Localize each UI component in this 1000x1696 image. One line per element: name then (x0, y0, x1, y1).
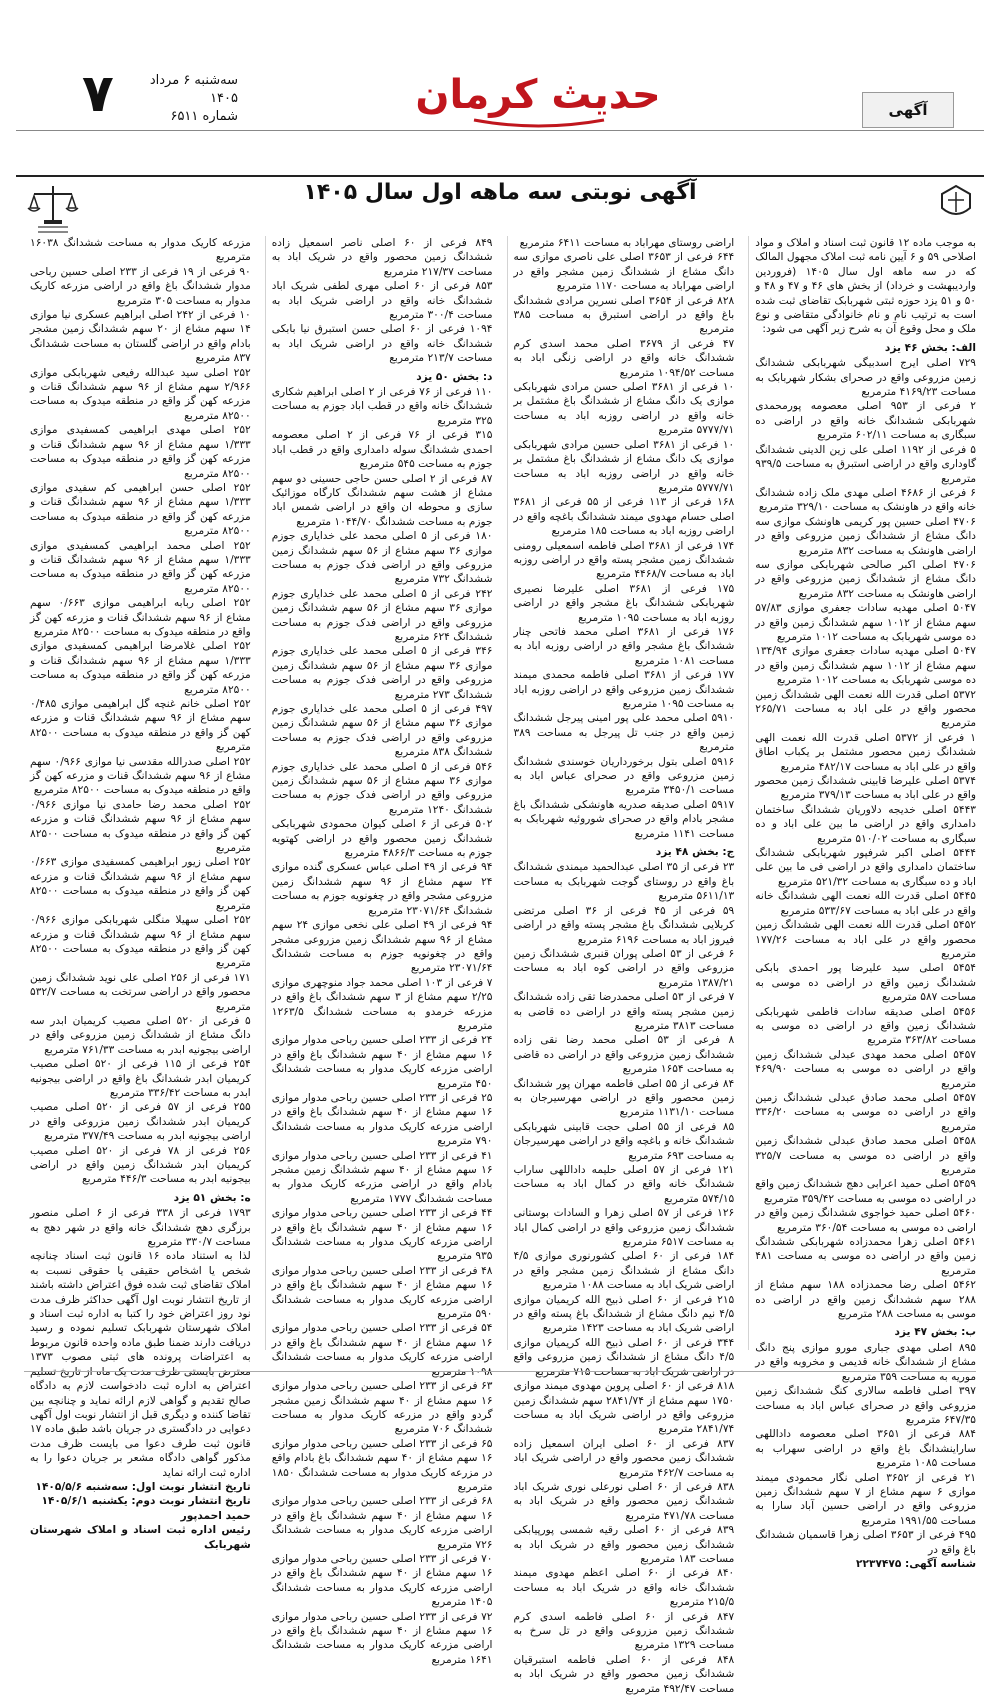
section-heading: ب: بخش ۴۷ یزد (894, 1326, 976, 1339)
list-item: ۲۵۴ فرعی از ۱۱۵ فرعی از ۵۲۰ اصلی مصیب کریمیان ابدر ششدانگ باغ واقع در اراضی بیجونیه ابدر به مساحت ۳۳۶/۴۲ مترمربع (30, 1058, 251, 1099)
list-item: ۱۷۴ فرعی از ۳۶۸۱ اصلی فاطمه اسمعیلی رومنی ششدانگ زمین مشجر پسته واقع در اراضی روزبه اباد به مساحت ۴۴۶۸/۷ مترمربع (513, 539, 735, 581)
list-item: ۱۰۹۴ فرعی از ۶۰ اصلی حسن استبرق نیا بابکی ششدانگ خانه واقع در اراضی شریک اباد به مساحت ۲۱۳/۷ مترمربع (271, 323, 493, 365)
list-item: ۸۴۸ فرعی از ۶۰ اصلی فاطمه استبرقیان ششدانگ زمین محصور واقع در شریک اباد به مساحت ۴۹۲/۴۷ مترمربع (513, 1653, 735, 1695)
list-item: ۵۹۱۷ اصلی صدیقه صدریه هاونشکی ششدانگ باغ مشجر بادام واقع در صحرای شوروئیه شهربابک به مساحت ۱۱۴۱ مترمربع (513, 798, 735, 840)
masthead (16, 0, 984, 177)
signatory-name: حمید احمدپور (180, 1509, 251, 1522)
list-item: ۸۵ فرعی از ۵۵ اصلی حجت قابینی شهربابکی ششدانگ خانه و باغچه واقع در اراضی مهرسیرجان به مساحت ۶۹۳ مترمربع (513, 1120, 735, 1162)
list-item: ۸۳۸ فرعی از ۶۰ اصلی نورعلی نوری شریک اباد ششدانگ زمین محصور واقع در شریک اباد به مساحت ۴۷۱/۷۸ مترمربع (513, 1480, 735, 1522)
list-item: ۴۷۰۶ اصلی اکبر صالحی شهربابکی موازی سه دانگ مشاع از ششدانگ زمین مزروعی واقع در اراضی هاونشک به مساحت ۸۳۲ مترمربع (755, 558, 976, 600)
list-item: ۵۴۴۳ اصلی خدیجه دلاوریان ششدانگ ساختمان دامداری واقع در اراضی ما بین علی اباد و ده سبگاری به مساحت ۵۱۰/۰۲ مترمربع (755, 803, 976, 845)
issue-date: سه‌شنبه ۶ مرداد ۱۴۰۵ (149, 73, 238, 106)
list-item: ۵ فرعی از ۵۲۰ اصلی مصیب کریمیان ابدر سه دانگ مشاع از ششدانگ زمین مزروعی واقع در اراضی بیجونیه ابدر به مساحت ۷۶۱/۳۳ مترمربع (30, 1014, 251, 1056)
issue-number: شماره ۶۵۱۱ (170, 109, 238, 124)
list-item: ۱۰ فرعی از ۳۶۸۱ اصلی حسن مرادی شهربابکی موازی یک دانگ مشاع از ششدانگ باغ مشتمل بر خانه واقع در اراضی روزبه اباد به مساحت ۵۷۷۷/۷۱ مترمربع (513, 381, 735, 437)
list-item: ۵۴۴۴ اصلی اکبر شرفپور شهربابکی ششدانگ ساختمان دامداری واقع در اراضی فی ما بین علی اباد و ده سبگاری به مساحت ۵۲۱/۳۲ مترمربع (755, 847, 976, 888)
list-item: ۲۵۲ اصلی محمد ابراهیمی کمسفیدی موازی ۱/۳۳۳ سهم مشاع از ۹۶ سهم ششدانگ قنات و مزرعه کهن گز واقع در منطقه میدوک به مساحت ۸۲۵۰۰ مترمربع (30, 539, 251, 595)
list-item: ۴۹۵ فرعی از ۳۶۵۳ اصلی زهرا قاسمیان ششدانگ باغ واقع در (755, 1529, 976, 1556)
intro-paragraph: به موجب ماده ۱۲ قانون ثبت اسناد و املاک و مواد اصلاحی ۵۹ و ۶ آیین نامه ثبت املاک مجهول المالک که در سه ماهه اول سال ۱۴۰۵ (فروردین واردیبهشت و خرداد) از بخش های ۴۶ و ۴۷ و ۴۸ و ۵۰ و ۵۱ یزد حوزه ثبتی شهربابک تقاضای ثبت شده است به ترتیب نام و نام خانوادگی متقاضی و نوع ملک و محل وقوع آن به شرح زیر آگهی می شود: (755, 237, 977, 336)
legal-notice: لذا به استناد ماده ۱۶ قانون ثبت اسناد چنانچه شخص یا اشخاص حقیقی یا حقوقی نسبت به املاک تقاضای ثبت شده فوق اعتراض داشته باشند از تاریخ انتشار نوبت اول آگهی حداکثر ظرف مدت نود روز اعتراض خود را کتبا به اداره ثبت اسناد و املاک شهرستان شهربابک تسلیم نموده و رسید دریافت دارند ضمنا طبق ماده واحده قانون مربوط به اعتراضات پرونده های ثبتی مصوب ۱۳۷۳ معترض بایستی ظرف مدت یک ماه از تاریخ تسلیم اعتراض به اداره ثبت دادخواست لازم به دادگاه صالح تقدیم و گواهی لازم ارائه نماید و چنانچه بین تقاضا کننده و دیگری قبل از انتشار نوبت اول آگهی دعوایی در دادگستری در جریان باشد طبق ماده ۱۷ قانون ثبت طرف دعوا می بایست ظرف مدت مذکور گواهی دادگاه مشعر بر جریان دعوا را به اداره ثبت ارائه نماید (30, 1250, 251, 1479)
list-item: ۲۵۵ فرعی از ۵۷ فرعی از ۵۲۰ اصلی مصیب کریمیان ابدر ششدانگ زمین مزروعی واقع در اراضی بیجونیه ابدر به مساحت ۳۷۷/۴۹ مترمربع (30, 1101, 251, 1143)
list-item: ۱۷۹۳ فرعی از ۳۳۸ فرعی از ۶ اصلی منصور برزگری دهج ششدانگ خانه واقع در شهر دهج به مساحت ۳۳۰/۷ مترمربع (30, 1207, 251, 1249)
list-item: ۲۵۲ اصلی صدرالله مقدسی نیا موازی ۰/۹۶۶ سهم مشاع از ۹۶ سهم ششدانگ قنات و مزرعه کهن گز واقع در منطقه میدوک به مساحت ۸۲۵۰۰ مترمربع (30, 755, 251, 797)
list-item: ۴۷ فرعی از ۳۶۷۹ اصلی محمد اسدی کرم ششدانگ خانه واقع در اراضی زنگی اباد به مساحت ۱۰۹۴/۵۲ مترمربع (513, 337, 735, 379)
list-item: ۸۹۵ اصلی مهدی جباری مورو موازی پنج دانگ مشاع از ششدانگ خانه قدیمی و مخروبه واقع در موریه به مساحت ۳۵۹ مترمربع (755, 1341, 976, 1383)
list-item: ۴۴ فرعی از ۲۳۳ اصلی حسین رباحی مدوار موازی ۱۶ سهم مشاع از ۴۰ سهم ششدانگ باغ واقع در اراضی مزرعه کاریک مدوار به مساحت ششدانگ ۹۳۵ مترمربع (271, 1207, 493, 1263)
list-item: ۸۲۸ فرعی از ۳۶۵۴ اصلی نسرین مرادی ششدانگ باغ واقع در اراضی استبرق به مساحت ۳۸۵ مترمربع (513, 294, 735, 336)
list-item: ۱۷۷ فرعی از ۳۶۸۱ اصلی فاطمه محمدی میمند ششدانگ زمین مزروعی واقع در اراضی روزبه اباد به مساحت ۱۰۹۵ مترمربع (513, 669, 735, 710)
list-item: ۸۴۷ فرعی از ۶۰ اصلی فاطمه اسدی کرم ششدانگ زمین مزروعی واقع در تل سرخ به مساحت ۱۳۲۹ مترمربع (513, 1610, 735, 1652)
list-item: ۳۴۴ فرعی از ۶۰ اصلی ذبیح الله کریمیان موازی ۴/۵ دانگ مشاع از ششدانگ زمین مزروعی واقع در اراضی شریک اباد به مساحت ۷۱۵ مترمربع (513, 1336, 735, 1378)
list-item: ۸۱۸ فرعی از ۶۰ اصلی پروین مهدوی میمند موازی ۱۷۵۰ سهم مشاع از ۲۸۴۱/۷۴ سهم ششدانگ زمین مزروعی واقع در اراضی شریک اباد به مساحت ۲۸۴۱/۷۴ مترمربع (513, 1380, 735, 1436)
masthead-rule (16, 130, 984, 131)
list-item: ۱۸۴ فرعی از ۶۰ اصلی کشورنوری موازی ۴/۵ دانگ مشاع از ششدانگ زمین مشجر واقع در اراضی شریک اباد به مساحت ۱۰۸۸ مترمربع (513, 1250, 735, 1292)
list-item: ۵۴۶۲ اصلی رضا محمدزاده ۱۸۸ سهم مشاع از ۲۸۸ سهم ششدانگ زمین واقع در اراضی ده موسی به مساحت ۲۸۸ مترمربع (755, 1279, 976, 1321)
list-item: ۲ فرعی از ۹۵۳ اصلی معصومه پورمحمدی شهربابکی ششدانگ خانه واقع در اراضی ده سبگاری به مساحت ۶۰۲/۱۱ مترمربع (755, 400, 976, 442)
list-item: ۲۵۲ اصلی سید عبدالله رفیعی شهربابکی موازی ۲/۹۶۶ سهم مشاع از ۹۶ سهم ششدانگ قنات و مزرعه کهن گز واقع در منطقه میدوک به مساحت ۸۲۵۰۰ مترمربع (30, 366, 251, 422)
signatory-title: رئیس اداره ثبت اسناد و املاک شهرستان شهربابک (30, 1524, 251, 1551)
list-item: ۵۴۵۷ اصلی محمد صادق عبدلی ششدانگ زمین واقع در اراضی ده موسی به مساحت ۳۳۶/۲۰ مترمربع (755, 1091, 976, 1133)
column-3 (265, 236, 493, 1666)
list-item: ۱۲۶ فرعی از ۵۷ اصلی زهرا و السادات بوستانی ششدانگ زمین مزروعی واقع در اراضی کمال اباد به مساحت ۶۵۱۷ مترمربع (513, 1207, 735, 1249)
list-item: ۲۵۶ فرعی از ۷۸ فرعی از ۵۲۰ اصلی مصیب کریمیان ابدر ششدانگ زمین واقع در اراضی بیجونیه ابدر به مساحت ۴۴۶/۳ مترمربع (30, 1144, 251, 1186)
list-item: ۲۵۲ اصلی ربابه ابراهیمی موازی ۰/۶۶۳ سهم مشاع از ۹۶ سهم ششدانگ قنات و مزرعه کهن گز واقع در منطقه میدوک به مساحت ۸۲۵۰۰ مترمربع (30, 597, 251, 638)
section-heading: الف: بخش ۴۶ یزد (884, 341, 976, 354)
list-item: ۱۱۰ فرعی از ۷۶ فرعی از ۲ اصلی ابراهیم شکاری ششدانگ خانه واقع در قطب اباد جوزم به مساحت ۳۲۵ مترمربع (271, 386, 493, 427)
list-item: ۳۱۵ فرعی از ۷۶ فرعی از ۲ اصلی معصومه احمدی ششدانگ سوله دامداری واقع در قطب اباد جوزم به مساحت ۵۴۵ مترمربع (271, 429, 493, 471)
list-item: ۸۳۷ فرعی از ۶۰ اصلی ایران اسمعیل زاده ششدانگ زمین محصور واقع در اراضی شریک اباد به مساحت ۴۶۲/۷ مترمربع (513, 1437, 735, 1479)
list-item: ۵ فرعی از ۱۱۹۲ اصلی علی زین الدینی ششدانگ گاوداری واقع در اراضی استبرق به مساحت ۹۳۹/۵ مترمربع (755, 443, 976, 485)
column-2 (507, 236, 735, 1695)
list-item: ۷۲ فرعی از ۲۳۳ اصلی حسین رباحی مدوار موازی ۱۶ سهم مشاع از ۴۰ سهم ششدانگ باغ واقع در اراضی مزرعه کاریک مدوار به مساحت ششدانگ ۱۶۴۱ مترمربع (271, 1610, 493, 1666)
list-item: ۶۵ فرعی از ۲۳۳ اصلی حسین رباحی مدوار موازی ۱۶ سهم مشاع از ۴۰ سهم ششدانگ باغ بادام واقع در مزرعه کاریک مدوار به مساحت ششدانگ ۱۸۵۰ مترمربع (271, 1437, 493, 1493)
list-item: ۲۴ فرعی از ۲۳۳ اصلی حسین رباحی مدوار موازی ۱۶ سهم مشاع از ۴۰ سهم ششدانگ باغ واقع در اراضی مزرعه کاریک مدوار به مساحت ششدانگ ۴۵۰ مترمربع (271, 1034, 493, 1090)
list-item: ۲۵۲ اصلی زیور ابراهیمی کمسفیدی موازی ۰/۶۶۳ سهم مشاع از ۹۶ سهم ششدانگ قنات و مزرعه کهن گز واقع در منطقه میدوک به مساحت ۸۲۵۰۰ مترمربع (30, 856, 251, 912)
list-item: ۵۴ فرعی از ۲۳۳ اصلی حسین رباحی مدوار موازی ۱۶ سهم مشاع از ۴۰ سهم ششدانگ باغ واقع در اراضی مزرعه کاریک مدوار به مساحت ششدانگ ۱۰۹۸ مترمربع (271, 1322, 493, 1378)
list-item: ۹۴ فرعی از ۴۹ اصلی علی نخعی موازی ۲۴ سهم مشاع از ۹۶ سهم ششدانگ زمین مزروعی مشجر واقع در چغونویه جوزم به مساحت ششدانگ ۲۳۰۷۱/۶۴ مترمربع (271, 919, 493, 975)
list-item: ۱ فرعی از ۵۳۷۲ اصلی قدرت الله نعمت الهی ششدانگ زمین محصور مشتمل بر یکباب اطاق واقع در علی اباد به مساحت ۴۸۲/۱۷ مترمربع (755, 731, 976, 773)
section-heading: ه: بخش ۵۱ یزد (173, 1191, 251, 1204)
list-item: ۶ فرعی از ۴۶۸۶ اصلی مهدی ملک زاده ششدانگ خانه واقع در هاونشک به مساحت ۳۲۹/۱۰ مترمربع (755, 486, 976, 514)
list-item: ۲۵۲ اصلی غلامرضا ابراهیمی کمسفیدی موازی ۱/۳۳۳ سهم مشاع از ۹۶ سهم ششدانگ قنات و مزرعه کهن گز واقع در منطقه میدوک به مساحت ۸۲۵۰۰ مترمربع (30, 640, 251, 696)
list-item: ۷۰ فرعی از ۲۳۳ اصلی حسین رباحی مدوار موازی ۱۶ سهم مشاع از ۴۰ سهم ششدانگ باغ واقع در اراضی مزرعه کاریک مدوار به مساحت ششدانگ ۱۴۰۵ مترمربع (271, 1552, 493, 1609)
list-item: ۱۰ فرعی از ۲۴۲ اصلی ابراهیم عسکری نیا موازی ۱۴ سهم مشاع از ۲۰ سهم ششدانگ زمین مشجر بادام واقع در اراضی گلستان به مساحت ششدانگ ۸۳۷ مترمربع (30, 309, 251, 365)
list-item: ۱۶۸ فرعی از ۱۱۳ فرعی از ۵۵ فرعی از ۳۶۸۱ اصلی حسام مهدوی میمند ششدانگ باغچه واقع در اراضی روزبه اباد به مساحت ۱۸۵ مترمربع (513, 496, 735, 538)
section-tag: آگهی (862, 92, 954, 128)
list-item: ۸۴ فرعی از ۵۵ اصلی فاطمه مهران پور ششدانگ زمین محصور واقع در اراضی مهرسیرجان به مساحت ۱۱۳۱/۱۰ مترمربع (513, 1077, 735, 1119)
list-item: ۷۲۹ اصلی ایرج اسدبیگی شهربابکی ششدانگ زمین مزروعی واقع در صحرای بشکار شهربابک به مساحت ۴۱۶۹/۲۳ مترمربع (755, 357, 976, 399)
list-item: ۵۰۴۷ اصلی مهدیه سادات جعفری موازی ۵۷/۸۳ سهم مشاع از ۱۰۱۲ سهم ششدانگ زمین واقع در ده موسی شهربابک به مساحت ۱۰۱۲ مترمربع (755, 602, 976, 643)
list-item: ۴۷۰۶ اصلی حسین پور کریمی هاونشک موازی سه دانگ مشاع از ششدانگ زمین مزروعی واقع در اراضی هاونشک به مساحت ۸۳۲ مترمربع (755, 515, 976, 557)
list-item: ۴۱ فرعی از ۲۳۳ اصلی حسین رباحی مدوار موازی ۱۶ سهم مشاع از ۴۰ سهم ششدانگ زمین مشجر بادام واقع در اراضی مزرعه کاریک مدوار به مساحت ششدانگ ۱۷۷۷ مترمربع (271, 1149, 493, 1205)
list-item: ۵۴۴۵ اصلی قدرت الله نعمت الهی ششدانگ خانه واقع در علی اباد به مساحت ۵۳۳/۶۷ مترمربع (755, 890, 976, 917)
section-heading: د: بخش ۵۰ یزد (416, 370, 493, 383)
newspaper-logo (415, 50, 661, 140)
list-item: ۵۰۲ فرعی از ۶ اصلی کیوان محمودی شهربابکی ششدانگ زمین محصور واقع در اراضی کهتویه جوزم به مساحت ۴۸۶۶/۳ مترمربع (271, 818, 493, 860)
list-item: ۱۷۱ فرعی از ۲۵۶ اصلی علی نوید ششدانگ زمین محصور واقع در اراضی سرتخت به مساحت ۵۳۲/۷ مترمربع (30, 971, 251, 1013)
list-item: ۱۰ فرعی از ۳۶۸۱ اصلی حسین مرادی شهربابکی موازی یک دانگ مشاع از ششدانگ باغ مشتمل بر خانه واقع در اراضی روزبه اباد به مساحت ۵۷۷۷/۷۱ مترمربع (513, 438, 735, 494)
list-item: ۱۷۵ فرعی از ۳۶۸۱ اصلی علیرضا نصیری شهربابکی ششدانگ باغ مشجر واقع در اراضی روزبه اباد به مساحت ۱۰۹۵ مترمربع (513, 582, 735, 624)
logo-lettering: حدیث کرمان (415, 72, 661, 118)
list-item: اراضی روستای مهراباد به مساحت ۶۴۱۱ مترمربع (519, 237, 735, 249)
column-4 (24, 236, 251, 1551)
issue-meta (138, 72, 238, 126)
list-item: ۵۴۵۴ اصلی سید علیرضا پور احمدی بابکی ششدانگ زمین واقع در اراضی ده موسی به مساحت ۵۸۷ مترمربع (755, 962, 976, 1004)
list-item: ۱۷۶ فرعی از ۳۶۸۱ اصلی محمد فاتحی چنار ششدانگ باغ مشجر واقع در اراضی روزبه اباد به مساحت ۱۰۸۱ مترمربع (513, 625, 735, 667)
list-item: ۷ فرعی از ۵۳ اصلی محمدرضا تقی زاده ششدانگ زمین مشجر پسته واقع در اراضی ده قاضی به مساحت ۳۸۱۳ مترمربع (513, 991, 735, 1032)
list-item: ۲۵۲ اصلی محمد رضا حامدی نیا موازی ۰/۹۶۶ سهم مشاع از ۹۶ سهم ششدانگ قنات و مزرعه کهن گز واقع در منطقه میدوک به مساحت ۸۲۵۰۰ مترمربع (30, 798, 251, 855)
list-item: ۵۰۴۷ اصلی مهدیه سادات جعفری موازی ۱۳۴/۹۴ سهم مشاع از ۱۰۱۲ سهم ششدانگ زمین واقع در ده موسی شهربابک به مساحت ۱۰۱۲ مترمربع (755, 645, 976, 687)
list-item: ۸۷ فرعی از ۲ اصلی حسن حاجی حسینی دو سهم مشاع از هشت سهم ششدانگ کارگاه موزائیک سازی و محوطه ان واقع در اراضی شمس اباد جوزم به مساحت ششدانگ ۱۰۴۴/۷۰ مترمربع (271, 472, 493, 528)
list-item: ۵۹۱۶ اصلی بتول برخورداریان خوسندی ششدانگ زمین مزروعی واقع در صحرای عباس اباد به مساحت ۳۴۵۰/۱ مترمربع (513, 755, 735, 797)
list-item: ۲۱۵ فرعی از ۶۰ اصلی ذبیح الله کریمیان موازی ۴/۵ نیم دانگ مشاع از ششدانگ باغ پسته واقع در اراضی شریک اباد به مساحت ۱۴۲۳ مترمربع (513, 1293, 735, 1335)
list-item: ۷ فرعی از ۱۰۳ اصلی محمد جواد منوچهری موازی ۲/۲۵ سهم مشاع از ۳ سهم ششدانگ باغ واقع در مزرعه خرمدو به مساحت ششدانگ ۱۲۶۳/۵ مترمربع (271, 976, 493, 1032)
list-item: ۹۴ فرعی از ۴۹ اصلی عباس عسکری گنده موازی ۲۴ سهم مشاع از ۹۶ سهم ششدانگ زمین مزروعی مشجر واقع در چغونویه جوزم به مساحت ششدانگ ۲۳۰۷۱/۶۴ مترمربع (271, 861, 493, 917)
list-item: ۹۰ فرعی از ۱۹ فرعی از ۲۳۳ اصلی حسین رباحی مدوار ششدانگ باغ واقع در اراضی مزرعه کاریک مدوار به مساحت ۳۰۵ مترمربع (30, 265, 251, 307)
page-number: ۷ (82, 64, 114, 124)
list-item: ۵۳۷۲ اصلی قدرت الله نعمت الهی ششدانگ زمین محصور واقع در علی اباد به مساحت ۲۶۵/۷۱ مترمربع (755, 688, 976, 730)
list-item: ۵۴۶ فرعی از ۵ اصلی محمد علی خدایاری جوزم موازی ۳۶ سهم مشاع از ۵۶ سهم ششدانگ زمین مزروعی واقع در اراضی فدک جوزم به مساحت ششدانگ ۱۲۴۰ مترمربع (271, 760, 493, 816)
second-publication-date: تاریخ انتشار نوبت دوم: یکشنبه ۱۴۰۵/۶/۱ (41, 1495, 251, 1508)
list-item: ۵۴۵۸ اصلی محمد صادق عبدلی ششدانگ زمین واقع در اراضی ده موسی به مساحت ۳۲۵/۷ مترمربع (755, 1135, 976, 1176)
list-item: ۳۹۷ اصلی فاطمه سالاری کنگ ششدانگ زمین مزروعی واقع در صحرای عباس اباد به مساحت ۶۴۷/۳۵ مترمربع (755, 1385, 976, 1426)
footer-rule (24, 1371, 976, 1372)
list-item: ۸۸۴ فرعی از ۳۶۵۱ اصلی معصومه داداللهی ساراینشدانگ باغ واقع در اراضی سهراب به مساحت ۱۰۸۵ مترمربع (755, 1428, 976, 1470)
list-item: ۵۴۶۰ اصلی حمید خواجوی ششدانگ زمین واقع در اراضی ده موسی به مساحت ۳۶۰/۵۴ مترمربع (755, 1207, 976, 1234)
announcement-headline: آگهی نوبتی سه ماهه اول سال ۱۴۰۵ (303, 180, 697, 205)
list-item: ۸۴۰ فرعی از ۶۰ اصلی اعظم مهدوی میمند ششدانگ خانه واقع در شریک اباد به مساحت ۲۱۵/۵ مترمربع (513, 1567, 735, 1609)
list-item: ۸۴۹ فرعی از ۶۰ اصلی ناصر اسمعیل زاده ششدانگ زمین محصور واقع در شریک اباد به مساحت ۲۱۷/۳۷ مترمربع (271, 237, 493, 278)
column-1 (748, 236, 977, 1570)
list-item: ۶۳ فرعی از ۲۳۳ اصلی حسین رباحی مدوار موازی ۱۶ سهم مشاع از ۴۰ سهم ششدانگ زمین مشجر گردو واقع در مزرعه کاریک مدوار به مساحت ششدانگ ۷۰۶ مترمربع (271, 1380, 493, 1436)
list-item: ۵۴۵۹ اصلی حمید اعرابی دهج ششدانگ زمین واقع در اراضی ده موسی به مساحت ۳۵۹/۴۲ مترمربع (755, 1178, 976, 1205)
list-item: ۲۳ فرعی از ۳۵ اصلی عبدالحمید میمندی ششدانگ باغ واقع در روستای گوجت شهربابک به مساحت ۵۶۱۱/۱۳ مترمربع (513, 861, 735, 903)
list-item: ۵۴۶۱ اصلی زهرا محمدزاده شهربابکی ششدانگ زمین واقع در اراضی ده موسی به مساحت ۴۸۱ مترمربع (755, 1236, 976, 1277)
list-item: ۶۴۴ فرعی از ۳۶۵۳ اصلی علی ناصری موازی سه دانگ مشاع از ششدانگ زمین مشجر واقع در اراضی مهراباد به مساحت ۱۱۷۰ مترمربع (513, 251, 735, 293)
list-item: ۲۵۲ اصلی خانم غنچه گل ابراهیمی موازی ۰/۴۸۵ سهم مشاع از ۹۶ سهم ششدانگ قنات و مزرعه کهن گز واقع در منطقه میدوک به مساحت ۸۲۵۰۰ مترمربع (30, 698, 251, 754)
list-item: ۵۹۱۰ اصلی محمد علی پور امینی پیرجل ششدانگ زمین واقع در جنب تل پیرجل به مساحت ۳۸۹ مترمربع (513, 712, 735, 754)
list-item: ۵۴۵۲ اصلی قدرت الله نعمت الهی ششدانگ زمین محصور واقع در علی اباد به مساحت ۱۷۷/۲۶ مترمربع (755, 919, 976, 960)
list-item: ۸۳۹ فرعی از ۶۰ اصلی رقیه شمسی پورپیابکی ششدانگ زمین محصور واقع در شریک اباد به مساحت ۱۸۳ مترمربع (513, 1524, 735, 1565)
list-item: ۱۸۰ فرعی از ۵ اصلی محمد علی خدایاری جوزم موازی ۳۶ سهم مشاع از ۵۶ سهم ششدانگ زمین مزروعی واقع در اراضی فدک جوزم به مساحت ششدانگ ۷۳۲ مترمربع (271, 530, 493, 586)
announcement-columns (24, 236, 977, 1695)
list-item: ۵۳۷۴ اصلی علیرضا قابینی ششدانگ زمین محصور واقع در علی اباد به مساحت ۳۷۹/۱۳ مترمربع (755, 775, 976, 802)
list-item: ۶ فرعی از ۵۳ اصلی پوران قنبری ششدانگ زمین مزروعی واقع در اراضی کوه اباد به مساحت ۱۳۸۷/۲۱ مترمربع (513, 947, 735, 989)
list-item: ۲۴۲ فرعی از ۵ اصلی محمد علی خدایاری جوزم موازی ۳۶ سهم مشاع از ۵۶ سهم ششدانگ زمین مزروعی واقع در اراضی فدک جوزم به مساحت ششدانگ ۶۲۴ مترمربع (271, 587, 493, 643)
list-item: ۲۵۲ اصلی مهدی ابراهیمی کمسفیدی موازی ۱/۳۳۳ سهم مشاع از ۹۶ سهم ششدانگ قنات و مزرعه کهن گز واقع در منطقه میدوک به مساحت ۸۲۵۰۰ مترمربع (30, 424, 251, 480)
list-item: ۶۸ فرعی از ۲۳۳ اصلی حسین رباحی مدوار موازی ۱۶ سهم مشاع از ۴۰ سهم ششدانگ باغ واقع در اراضی مزرعه کاریک مدوار به مساحت ششدانگ ۷۲۶ مترمربع (271, 1495, 493, 1551)
list-item: ۲۵۲ اصلی حسن ابراهیمی کم سفیدی موازی ۱/۳۳۳ سهم مشاع از ۹۶ سهم ششدانگ قنات و مزرعه کهن گز واقع در منطقه میدوک به مساحت ۸۲۵۰۰ مترمربع (30, 481, 251, 538)
list-item: ۴۸ فرعی از ۲۳۳ اصلی حسین رباحی مدوار موازی ۱۶ سهم مشاع از ۴۰ سهم ششدانگ باغ واقع در اراضی مزرعه کاریک مدوار به مساحت ششدانگ ۵۹۰ مترمربع (271, 1264, 493, 1321)
list-item: ۱۲۱ فرعی از ۵۷ اصلی حلیمه داداللهی ساراب ششدانگ خانه واقع در کمال اباد به مساحت ۵۷۴/۱۵ مترمربع (513, 1164, 735, 1205)
list-item: ۵۴۵۶ اصلی صدیقه سادات فاطمی شهربابکی ششدانگ زمین واقع در اراضی ده موسی به مساحت ۳۶۳/۸۲ مترمربع (755, 1005, 976, 1047)
first-publication-date: تاریخ انتشار نوبت اول: سه‌شنبه ۱۴۰۵/۵/۶ (35, 1480, 251, 1493)
ad-id: شناسه آگهی: ۲۲۳۷۴۷۵ (856, 1557, 976, 1570)
list-item: ۲۵ فرعی از ۲۳۳ اصلی حسین رباحی مدوار موازی ۱۶ سهم مشاع از ۴۰ سهم ششدانگ باغ واقع در اراضی مزرعه کاریک مدوار به مساحت ششدانگ ۷۹۰ مترمربع (271, 1091, 493, 1148)
list-item: ۸ فرعی از ۵۳ اصلی محمد رضا نقی زاده ششدانگ زمین مزروعی واقع در اراضی ده قاضی به مساحت ۱۶۵۴ مترمربع (513, 1034, 735, 1076)
list-item: ۳۴۶ فرعی از ۵ اصلی محمد علی خدایاری جوزم موازی ۳۶ سهم مشاع از ۵۶ سهم ششدانگ زمین مزروعی واقع در اراضی فدک جوزم به مساحت ششدانگ ۲۷۳ مترمربع (271, 645, 493, 701)
section-heading: ج: بخش ۴۸ یزد (655, 846, 735, 859)
list-item: ۵۹ فرعی از ۴۵ فرعی از ۳۶ اصلی مرتضی کربلایی ششدانگ باغ مشجر پسته واقع در اراضی فیروز اباد به مساحت ۶۱۹۶ مترمربع (513, 904, 735, 946)
list-item: ۲۵۲ اصلی سهیلا منگلی شهربابکی موازی ۰/۹۶۶ سهم مشاع از ۹۶ سهم ششدانگ قنات و مزرعه کهن گز واقع در منطقه میدوک به مساحت ۸۲۵۰۰ مترمربع (30, 914, 251, 970)
list-item: ۲۱ فرعی از ۳۶۵۲ اصلی نگار محمودی میمند موازی ۶ سهم مشاع از ۷ سهم ششدانگ زمین مزروعی واقع در اراضی حسین آباد سارا به مساحت ۱۹۹۱/۵۵ مترمربع (755, 1471, 976, 1527)
list-item: ۸۵۳ فرعی از ۶۰ اصلی مهری لطفی شریک اباد ششدانگ خانه واقع در اراضی شریک اباد به مساحت ۳۰۰/۴ مترمربع (271, 280, 493, 322)
list-item: ۵۴۵۷ اصلی محمد مهدی عبدلی ششدانگ زمین واقع در اراضی ده موسی به مساحت ۴۶۹/۹۰ مترمربع (755, 1048, 976, 1090)
list-item: ۴۹۷ فرعی از ۵ اصلی محمد علی خدایاری جوزم موازی ۳۶ سهم مشاع از ۵۶ سهم ششدانگ زمین مزروعی واقع در اراضی فدک جوزم به مساحت ششدانگ ۸۳۸ مترمربع (271, 703, 493, 759)
list-item: مزرعه کاریک مدوار به مساحت ششدانگ ۱۶۰۳۸ مترمربع (30, 237, 251, 264)
